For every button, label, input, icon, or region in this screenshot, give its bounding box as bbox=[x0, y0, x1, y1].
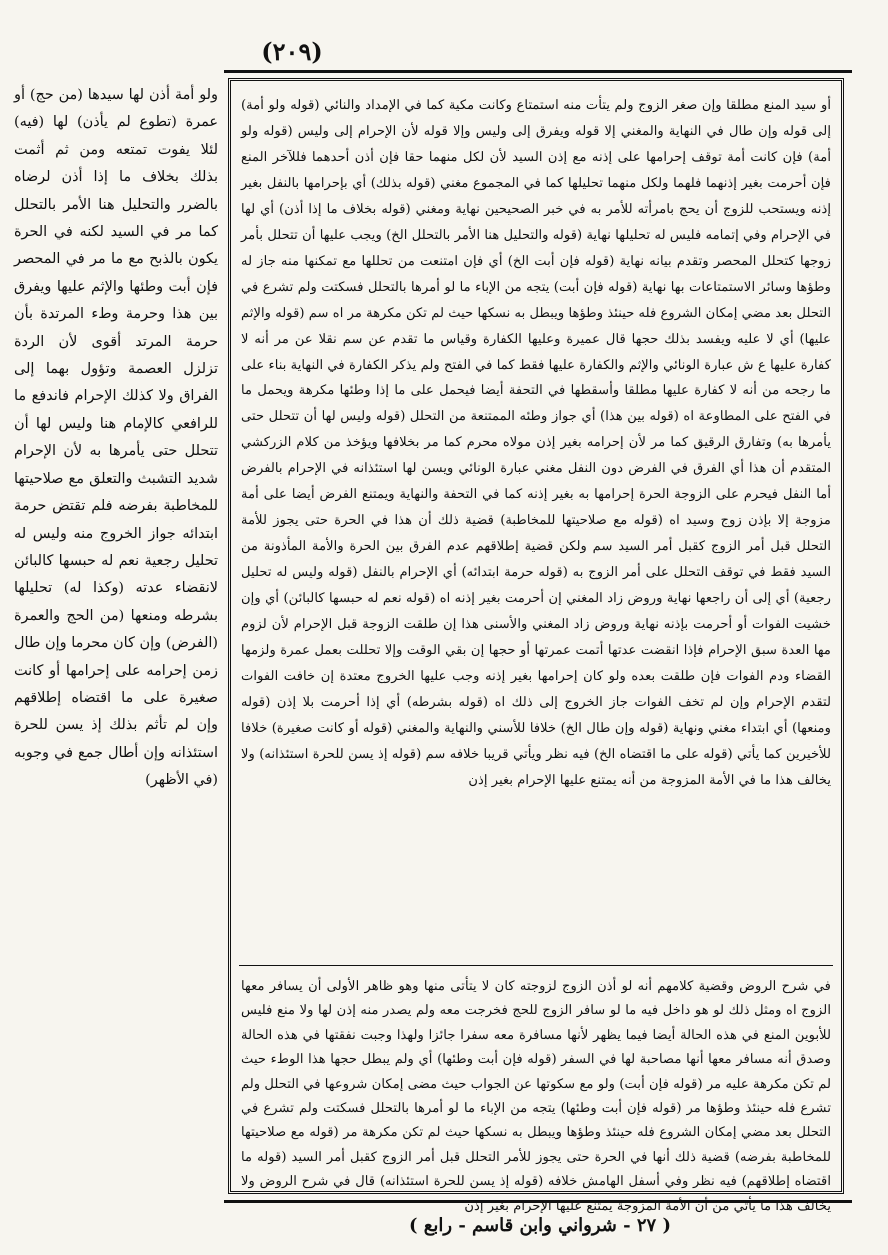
footer-rule bbox=[224, 1200, 852, 1203]
side-column-text: ولو أمة أذن لها سيدها (من حج) أو عمرة (تطوع لم يأذن) لها (فيه) لئلا يفوت تمتعه ومن ثم أثمت بذلك بخلاف ما إذا أذن لرضاه بالضرر والتحليل هنا الأمر بالتحلل كما مر في السيد لكنه في الحرة يكون بالذبح مع ما مر في المحصر فإن أبت وطئها والإثم عليها ويفرق بين هذا وحرمة وطء المرتدة بأن حرمة المرتد أقوى لأن الردة تزلزل العصمة وتؤول بهما إلى الفراق ولا كذلك الإحرام فاندفع ما للرافعي كالإمام هنا وليس لها أن تتحلل حتى يأمرها به لأن الإحرام شديد التشبث والتعلق مع صلاحيتها للمخاطبة بفرضه فلم تقتض حرمة ابتدائه جواز الخروج منه وليس له تحليل رجعية نعم له حبسها كالبائن لانقضاء عدته (وكذا له) تحليلها بشرطه ومنعها (من الحج والعمرة (الفرض) وإن كان محرما وإن طال زمن إحرامه على إحرامها أو كانت صغيرة على ما اقتضاه إطلاقهم وإن لم تأثم بذلك إذ يسن للحرة استئذانه وإن أطال جمع في وجوبه (في الأظهر) bbox=[14, 87, 218, 789]
commentary-lower-text: في شرح الروض وقضية كلامهم أنه لو أذن الزوج لزوجته كان لا يتأتى منها وهو ظاهر الأولى أن يسافر معها الزوج اه ومثل ذلك لو هو داخل فيه ما لو سافر الزوج للحج فخرجت معه ولم يصدر منه إذن لها ولا منع فليس للأبوين المنع في هذه الحالة أيضا فيما يظهر لأنها مسافرة معه سفرا جائزا ولهذا وجبت نفقتها في هذه الحالة وصدق أنه مسافر معها أنها مصاحبة لها في السفر (قوله فإن أبت وطئها) أي ولم يبطل حجها هذا الوطء حيث لم تكن مكرهة عليه مر (قوله فإن أبت) ولو مع سكوتها عن الجواب حيث مضى إمكان شروعها في التحلل ولم تشرع فله حينئذ وطؤها مر (قوله فإن أبت وطئها) يتجه من الإباء ما لو أمرها بالتحلل فسكتت ولم تشرع في التحلل بعد مضي إمكان الشروع فله حينئذ وطؤها ويبطل به نسكها حيث لم تكن مكرهة مر (قوله مع صلاحيتها للمخاطبة بفرضه) قضية ذلك أنها في الحرة حتى يجوز للأمر التحلل قبل أمر الزوج كقبل أمر السيد (قوله ما اقتضاه إطلاقهم) فيه نظر وفي أسفل الهامش خلافه (قوله إذ يسن للحرة استئذانه) قال في شرح الروض ولا يخالف هذا ما يأتي من أن الأمة المزوجة يمتنع عليها الإحرام بغير إذن bbox=[241, 979, 831, 1214]
commentary-frame bbox=[228, 78, 844, 1214]
header-rule bbox=[224, 70, 852, 73]
footer-signature: ( ٢٧ - شرواني وابن قاسم - رابع ) bbox=[408, 1215, 672, 1236]
section-divider bbox=[239, 965, 833, 966]
page-number: (٢٠٩) bbox=[261, 37, 323, 66]
commentary-upper-text: أو سيد المنع مطلقا وإن صغر الزوج ولم يتأت منه استمتاع وكانت مكية كما في الإمداد والنائي (قوله ولو أمة) إلى قوله وإن طال في النهاية والمغني إلا قوله ويفرق إلى وليس وإلا قوله لأن الإحرام إلى وليس (قوله ولو أمة) فإن كانت أمة توقف إحرامها على إذنه مع إذن السيد لأن لكل منهما حقا فإن أذن أحدهما فللآخر المنع فإن أحرمت بغير إذنهما فلهما ولكل منهما تحليلها كما في المجموع مغني (قوله بذلك) أي بإحرامها بالنفل بغير إذنه ويستحب للزوج أن يحج بامرأته للأمر به في خبر الصحيحين نهاية ومغني (قوله بخلاف ما إذا أذن) أي لها في الإحرام وفي إتمامه فليس له تحليلها نهاية (قوله والتحليل هنا الأمر بالتحلل الخ) ويجب عليها أن تتحلل بأمر زوجها كتحلل المحصر وتقدم بيانه نهاية (قوله فإن أبت الخ) أي فإن امتنعت من تحللها مع تمكنها منه جاز له وطؤها وسائر الاستمتاعات بها نهاية (قوله فإن أبت) يتجه من الإباء ما لو أمرها بالتحلل فسكتت ولم تشرع في التحلل بعد مضي إمكان الشروع فله حينئذ وطؤها ويبطل به نسكها حيث لم تكن مكرهة مر اه سم (قوله والإثم عليها) أي لا عليه ويفسد بذلك حجها قال عميرة وعليها الكفارة وقياس ما تقدم عن سم نقلا عن مر أنه لا كفارة عليها ع ش عبارة الونائي والإثم والكفارة عليها فقط كما في الفتح ولم يذكر الكفارة في النهاية بناء على ما رجحه من أنه لا كفارة عليها مطلقا وأسقطها في التحفة أيضا فيحمل على ما إذا وطئها مكرهة ويحمل ما في الفتح على المطاوعة اه (قوله بين هذا) أي جواز وطئه الممتنعة من التحلل (قوله وليس لها أن تتحلل حتى يأمرها به) وتفارق الرقيق كما مر لأن إحرامه بغير إذن مولاه محرم كما مر بخلافها ويؤخذ من كلام الزركشي المتقدم أن هذا أي الفرق في الفرض دون النفل مغني عبارة الونائي ويسن لها استئذانه في الإحرام بالفرض أما النفل فيحرم على الزوجة الحرة إحرامها به بغير إذنه كما في التحفة والنهاية ويمتنع الفرض أيضا على أمة مزوجة إلا بإذن زوج وسيد اه (قوله مع صلاحيتها للمخاطبة) قضية ذلك أن هذا في الحرة حتى يجوز للأمة التحلل قبل أمر الزوج كقبل أمر السيد سم ولكن قضية إطلاقهم عدم الفرق بين الحرة والأمة المأذونة من السيد فقط في توقف التحلل على أمر الزوج به (قوله حرمة ابتدائه) أي الإحرام بالنفل (قوله وليس له تحليل رجعية) أي إلى أن راجعها نهاية وروض زاد المغني إن أحرمت بغير إذنه اه (قوله نعم له حبسها كالبائن) أي وإن خشيت الفوات أو أحرمت بإذنه نهاية وروض زاد المغني والأسنى هذا إن طلقت الزوجة قبل الإحرام لأن لزوم مها العدة سبق الإحرام فإذا انقضت عدتها أتمت عمرتها أو حجها إن بقي الوقت وإلا تحللت بعمل عمرة ولزمها القضاء ودم الفوات فإن طلقت بعده ولو كان إحرامها بغير إذنه وجب عليها الخروج معتدة إن خافت الفوات لتقدم الإحرام وإن لم تخف الفوات جاز الخروج إلى ذلك اه (قوله بشرطه) أي إذا أحرمت بلا إذن (قوله ومنعها) أي ابتداء مغني ونهاية (قوله وإن طال الخ) خلافا للأسني والنهاية والمغني (قوله أو كانت صغيرة) خلافا للأخيرين كما يأتي (قوله على ما اقتضاه الخ) فيه نظر ويأتي قريبا خلافه سم (قوله إذ يسن للحرة استئذانه) ولا يخالف هذا ما في الأمة المزوجة من أنه يمتنع عليها الإحرام بغير إذن bbox=[241, 98, 831, 788]
